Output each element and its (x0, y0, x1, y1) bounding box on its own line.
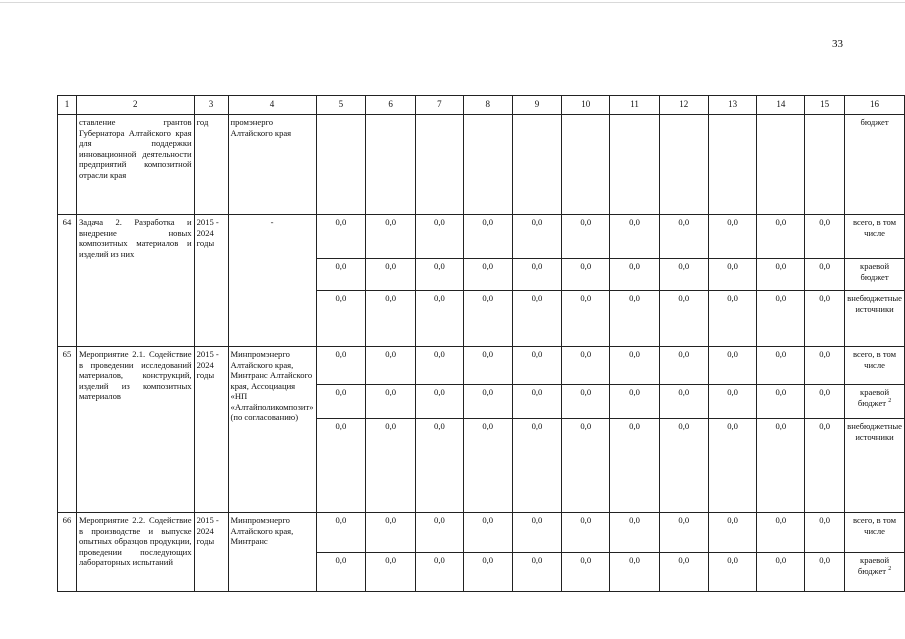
cell-value: 0,0 (366, 347, 416, 385)
cell-value: 0,0 (463, 385, 512, 419)
table-row (58, 215, 905, 259)
cell-value: 0,0 (463, 291, 512, 347)
cell-source: бюджет (845, 115, 905, 215)
cell-value: 0,0 (512, 419, 562, 513)
cell-source (845, 259, 905, 291)
cell-value: 0,0 (316, 291, 366, 347)
header-cell: 10 (562, 96, 610, 115)
cell-value: 0,0 (805, 215, 845, 259)
table-row (58, 347, 905, 385)
cell-value: 0,0 (366, 215, 416, 259)
header-cell: 12 (659, 96, 708, 115)
cell-value: 0,0 (708, 259, 757, 291)
cell-value: 0,0 (659, 419, 708, 513)
cell-value: 0,0 (708, 291, 757, 347)
cell-value: 0,0 (512, 347, 562, 385)
cell-value: 0,0 (610, 513, 660, 553)
cell-value: 0,0 (708, 513, 757, 553)
cell-value: 0,0 (805, 553, 845, 592)
source-label: всего, в том числе (853, 515, 897, 536)
cell-source (845, 291, 905, 347)
cell-value: 0,0 (366, 553, 416, 592)
cell-value: 0,0 (416, 513, 464, 553)
cell-value: 0,0 (757, 553, 805, 592)
cell-value: 0,0 (659, 347, 708, 385)
header-cell: 2 (76, 96, 194, 115)
header-cell: 13 (708, 96, 757, 115)
table-row (58, 513, 905, 553)
source-label: всего, в том числе (853, 217, 897, 238)
cell-value: 0,0 (708, 347, 757, 385)
cell-value: 0,0 (757, 513, 805, 553)
cell-value: 0,0 (757, 215, 805, 259)
cell-value: 0,0 (512, 513, 562, 553)
header-cell: 16 (845, 96, 905, 115)
cell-source (845, 553, 905, 592)
cell-value: 0,0 (757, 419, 805, 513)
cell-executor: Минпромэнерго Алтайского края, Минтранс Алтайского края, Ассоциация «НП «Алтайполикомпозит» (по согласованию) (228, 347, 316, 513)
cell-value: 0,0 (610, 259, 660, 291)
cell-value: 0,0 (562, 553, 610, 592)
cell-value: 0,0 (512, 291, 562, 347)
table-row-continuation (58, 115, 905, 215)
cell-value: 0,0 (757, 259, 805, 291)
cell-num (58, 115, 77, 215)
cell-value: 0,0 (562, 215, 610, 259)
cell-value: 0,0 (316, 553, 366, 592)
cell-value: 0,0 (416, 553, 464, 592)
cell-value: 0,0 (416, 419, 464, 513)
cell-value: 0,0 (659, 385, 708, 419)
cell-executor: - (228, 215, 316, 347)
cell-value: 0,0 (512, 385, 562, 419)
cell-value: 0,0 (562, 347, 610, 385)
header-cell: 1 (58, 96, 77, 115)
cell-value: 0,0 (416, 291, 464, 347)
cell-value: 0,0 (562, 291, 610, 347)
header-cell: 7 (416, 96, 464, 115)
cell-description: Задача 2. Разработка и внедрение новых композитных материалов и изделий из них (76, 215, 194, 347)
cell-value (659, 115, 708, 215)
cell-period: 2015 - 2024 годы (194, 215, 228, 347)
header-cell: 15 (805, 96, 845, 115)
cell-value (708, 115, 757, 215)
cell-num: 65 (58, 347, 77, 513)
cell-value: 0,0 (757, 385, 805, 419)
cell-value: 0,0 (512, 553, 562, 592)
cell-source (845, 385, 905, 419)
cell-value: 0,0 (416, 385, 464, 419)
header-cell: 3 (194, 96, 228, 115)
cell-value: 0,0 (805, 385, 845, 419)
cell-value (366, 115, 416, 215)
header-cell: 9 (512, 96, 562, 115)
cell-value: 0,0 (416, 215, 464, 259)
source-label: внебюджетные источники (847, 293, 902, 314)
cell-value (316, 115, 366, 215)
cell-value: 0,0 (610, 291, 660, 347)
cell-value: 0,0 (757, 291, 805, 347)
cell-description: Мероприятие 2.2. Содействие в производстве и выпуске опытных образцов продукции, проведении последующих лабораторных испытаний (76, 513, 194, 592)
cell-value (512, 115, 562, 215)
cell-value: 0,0 (659, 513, 708, 553)
cell-value: 0,0 (805, 291, 845, 347)
cell-value: 0,0 (463, 419, 512, 513)
cell-value: 0,0 (562, 419, 610, 513)
cell-value: 0,0 (316, 215, 366, 259)
cell-value: 0,0 (366, 513, 416, 553)
cell-value (610, 115, 660, 215)
cell-description: Мероприятие 2.1. Содействие в проведении исследований материалов, конструкций, изделий из композитных материалов (76, 347, 194, 513)
cell-period: 2015 - 2024 годы (194, 513, 228, 592)
cell-source (845, 513, 905, 553)
cell-value: 0,0 (659, 215, 708, 259)
cell-description: ставление грантов Губернатора Алтайского края для поддержки инновационной деятельности предприятий композитной отрасли края (76, 115, 194, 215)
cell-value: 0,0 (463, 215, 512, 259)
header-cell: 8 (463, 96, 512, 115)
cell-value: 0,0 (463, 553, 512, 592)
cell-value: 0,0 (708, 419, 757, 513)
scan-edge-line (0, 2, 905, 3)
cell-value (562, 115, 610, 215)
cell-value: 0,0 (562, 385, 610, 419)
cell-value: 0,0 (366, 259, 416, 291)
footnote-mark: 2 (888, 397, 892, 404)
cell-value: 0,0 (316, 513, 366, 553)
cell-value: 0,0 (562, 259, 610, 291)
footnote-mark: 2 (888, 565, 892, 572)
cell-value: 0,0 (610, 347, 660, 385)
source-label: краевой бюджет (857, 387, 890, 408)
cell-period: год (194, 115, 228, 215)
cell-value: 0,0 (805, 419, 845, 513)
cell-value: 0,0 (708, 385, 757, 419)
header-cell: 14 (757, 96, 805, 115)
cell-value: 0,0 (610, 553, 660, 592)
cell-value: 0,0 (610, 215, 660, 259)
cell-value: 0,0 (316, 347, 366, 385)
program-table (57, 95, 905, 592)
source-label: краевой бюджет (857, 555, 890, 576)
cell-value: 0,0 (708, 215, 757, 259)
cell-value: 0,0 (316, 259, 366, 291)
cell-value: 0,0 (416, 347, 464, 385)
cell-source (845, 215, 905, 259)
cell-value: 0,0 (512, 259, 562, 291)
cell-value: 0,0 (805, 347, 845, 385)
cell-value: 0,0 (659, 553, 708, 592)
source-label: всего, в том числе (853, 349, 897, 370)
cell-value: 0,0 (366, 291, 416, 347)
header-cell: 5 (316, 96, 366, 115)
cell-value: 0,0 (366, 419, 416, 513)
cell-executor: промэнерго Алтайского края (228, 115, 316, 215)
cell-value: 0,0 (659, 291, 708, 347)
cell-value: 0,0 (366, 385, 416, 419)
table-header-row (58, 96, 905, 115)
cell-value: 0,0 (610, 419, 660, 513)
cell-value: 0,0 (316, 385, 366, 419)
cell-value: 0,0 (610, 385, 660, 419)
cell-num: 64 (58, 215, 77, 347)
page-number: 33 (832, 38, 843, 50)
cell-value: 0,0 (416, 259, 464, 291)
cell-value: 0,0 (463, 347, 512, 385)
header-cell: 11 (610, 96, 660, 115)
source-label: краевой бюджет (860, 261, 890, 282)
cell-value: 0,0 (512, 215, 562, 259)
cell-executor: Минпромэнерго Алтайского края, Минтранс (228, 513, 316, 592)
cell-value (463, 115, 512, 215)
cell-value: 0,0 (659, 259, 708, 291)
cell-num: 66 (58, 513, 77, 592)
cell-period: 2015 - 2024 годы (194, 347, 228, 513)
cell-value (805, 115, 845, 215)
cell-value: 0,0 (757, 347, 805, 385)
cell-value: 0,0 (805, 513, 845, 553)
cell-value (757, 115, 805, 215)
header-cell: 6 (366, 96, 416, 115)
cell-value (416, 115, 464, 215)
cell-value: 0,0 (805, 259, 845, 291)
cell-value: 0,0 (562, 513, 610, 553)
cell-value: 0,0 (708, 553, 757, 592)
cell-source (845, 419, 905, 513)
cell-value: 0,0 (463, 259, 512, 291)
cell-value: 0,0 (463, 513, 512, 553)
source-label: внебюджетные источники (847, 421, 902, 442)
header-cell: 4 (228, 96, 316, 115)
cell-value: 0,0 (316, 419, 366, 513)
cell-source (845, 347, 905, 385)
